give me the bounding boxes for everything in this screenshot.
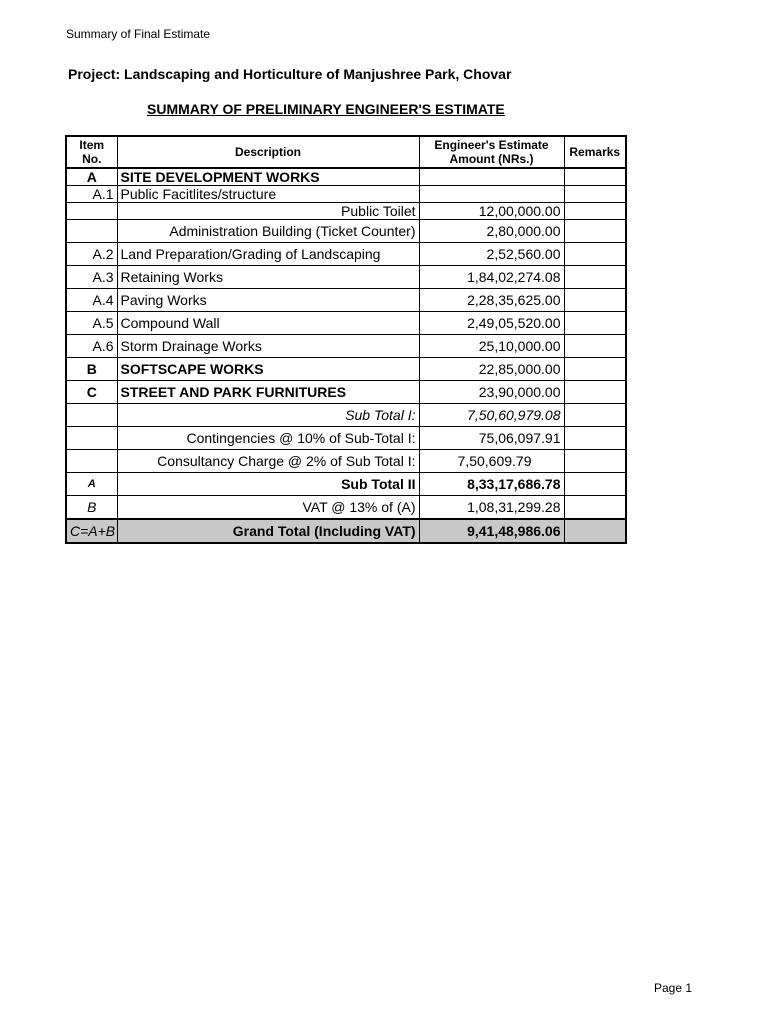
amount-cell: 75,06,097.91: [419, 427, 564, 450]
description-cell: VAT @ 13% of (A): [117, 496, 419, 520]
amount-cell: 8,33,17,686.78: [419, 473, 564, 496]
description-cell: Sub Total II: [117, 473, 419, 496]
remarks-cell: [564, 168, 626, 186]
amount-cell: 23,90,000.00: [419, 381, 564, 404]
item-no-cell: [66, 427, 117, 450]
remarks-cell: [564, 496, 626, 520]
amount-cell: 22,85,000.00: [419, 358, 564, 381]
amount-cell: 2,49,05,520.00: [419, 312, 564, 335]
remarks-cell: [564, 519, 626, 543]
description-cell: Sub Total I:: [117, 404, 419, 427]
item-no-cell: A: [66, 473, 117, 496]
column-header-description: Description: [117, 136, 419, 168]
description-cell: Storm Drainage Works: [117, 335, 419, 358]
grand-total-row: [66, 519, 626, 543]
item-no-cell: A.6: [66, 335, 117, 358]
item-no-cell: A: [66, 168, 117, 186]
remarks-cell: [564, 335, 626, 358]
item-no-cell: [66, 203, 117, 220]
table-row: [66, 358, 626, 381]
table-row: [66, 186, 626, 203]
page-title: SUMMARY OF PRELIMINARY ENGINEER'S ESTIMATE: [147, 101, 505, 117]
description-cell: SITE DEVELOPMENT WORKS: [117, 168, 419, 186]
vat-row: [66, 496, 626, 520]
remarks-cell: [564, 186, 626, 203]
item-no-cell: [66, 404, 117, 427]
amount-cell: 25,10,000.00: [419, 335, 564, 358]
amount-cell: 7,50,60,979.08: [419, 404, 564, 427]
remarks-cell: [564, 220, 626, 243]
remarks-cell: [564, 358, 626, 381]
amount-cell: 2,80,000.00: [419, 220, 564, 243]
remarks-cell: [564, 427, 626, 450]
description-cell: Compound Wall: [117, 312, 419, 335]
remarks-cell: [564, 203, 626, 220]
estimate-table: [65, 135, 627, 544]
remarks-cell: [564, 473, 626, 496]
remarks-cell: [564, 266, 626, 289]
amount-cell: 12,00,000.00: [419, 203, 564, 220]
page-number: Page 1: [654, 981, 693, 995]
amount-cell: [419, 168, 564, 186]
item-no-cell: C: [66, 381, 117, 404]
table-row: [66, 312, 626, 335]
project-title: Project: Landscaping and Horticulture of Manjushree Park, Chovar: [68, 66, 512, 82]
remarks-cell: [564, 450, 626, 473]
item-no-cell: [66, 220, 117, 243]
remarks-cell: [564, 243, 626, 266]
description-cell: Retaining Works: [117, 266, 419, 289]
description-cell: Public Toilet: [117, 203, 419, 220]
column-header-amount: Engineer's Estimate Amount (NRs.): [419, 136, 564, 168]
description-cell: Consultancy Charge @ 2% of Sub Total I:: [117, 450, 419, 473]
amount-cell: 9,41,48,986.06: [419, 519, 564, 543]
item-no-cell: A.5: [66, 312, 117, 335]
amount-cell: 2,52,560.00: [419, 243, 564, 266]
remarks-cell: [564, 312, 626, 335]
description-cell: Paving Works: [117, 289, 419, 312]
item-no-cell: [66, 450, 117, 473]
column-header-remarks: Remarks: [564, 136, 626, 168]
amount-cell: [419, 186, 564, 203]
description-cell: STREET AND PARK FURNITURES: [117, 381, 419, 404]
column-header-item-no: Item No.: [66, 136, 117, 168]
table-row: [66, 427, 626, 450]
item-no-cell: A.1: [66, 186, 117, 203]
item-no-cell: A.4: [66, 289, 117, 312]
remarks-cell: [564, 404, 626, 427]
table-row: [66, 220, 626, 243]
description-cell: Contingencies @ 10% of Sub-Total I:: [117, 427, 419, 450]
amount-cell: 1,84,02,274.08: [419, 266, 564, 289]
table-row: [66, 266, 626, 289]
description-cell: SOFTSCAPE WORKS: [117, 358, 419, 381]
table-row: [66, 450, 626, 473]
table-row: [66, 335, 626, 358]
document-header: Summary of Final Estimate: [66, 27, 211, 41]
table-row: [66, 203, 626, 220]
amount-cell: 2,28,35,625.00: [419, 289, 564, 312]
remarks-cell: [564, 381, 626, 404]
item-no-cell: C=A+B: [66, 519, 117, 543]
item-no-cell: A.2: [66, 243, 117, 266]
description-cell: Administration Building (Ticket Counter): [117, 220, 419, 243]
subtotal-row: [66, 404, 626, 427]
amount-cell: 7,50,609.79: [419, 450, 564, 473]
item-no-cell: B: [66, 496, 117, 520]
table-row: [66, 243, 626, 266]
subtotal-ii-row: [66, 473, 626, 496]
table-row: [66, 381, 626, 404]
table-row: [66, 289, 626, 312]
description-cell: Land Preparation/Grading of Landscaping: [117, 243, 419, 266]
table-row: [66, 168, 626, 186]
item-no-cell: A.3: [66, 266, 117, 289]
description-cell: Grand Total (Including VAT): [117, 519, 419, 543]
remarks-cell: [564, 289, 626, 312]
item-no-cell: B: [66, 358, 117, 381]
table-header-row: [66, 136, 626, 168]
amount-cell: 1,08,31,299.28: [419, 496, 564, 520]
description-cell: Public Facitlites/structure: [117, 186, 419, 203]
